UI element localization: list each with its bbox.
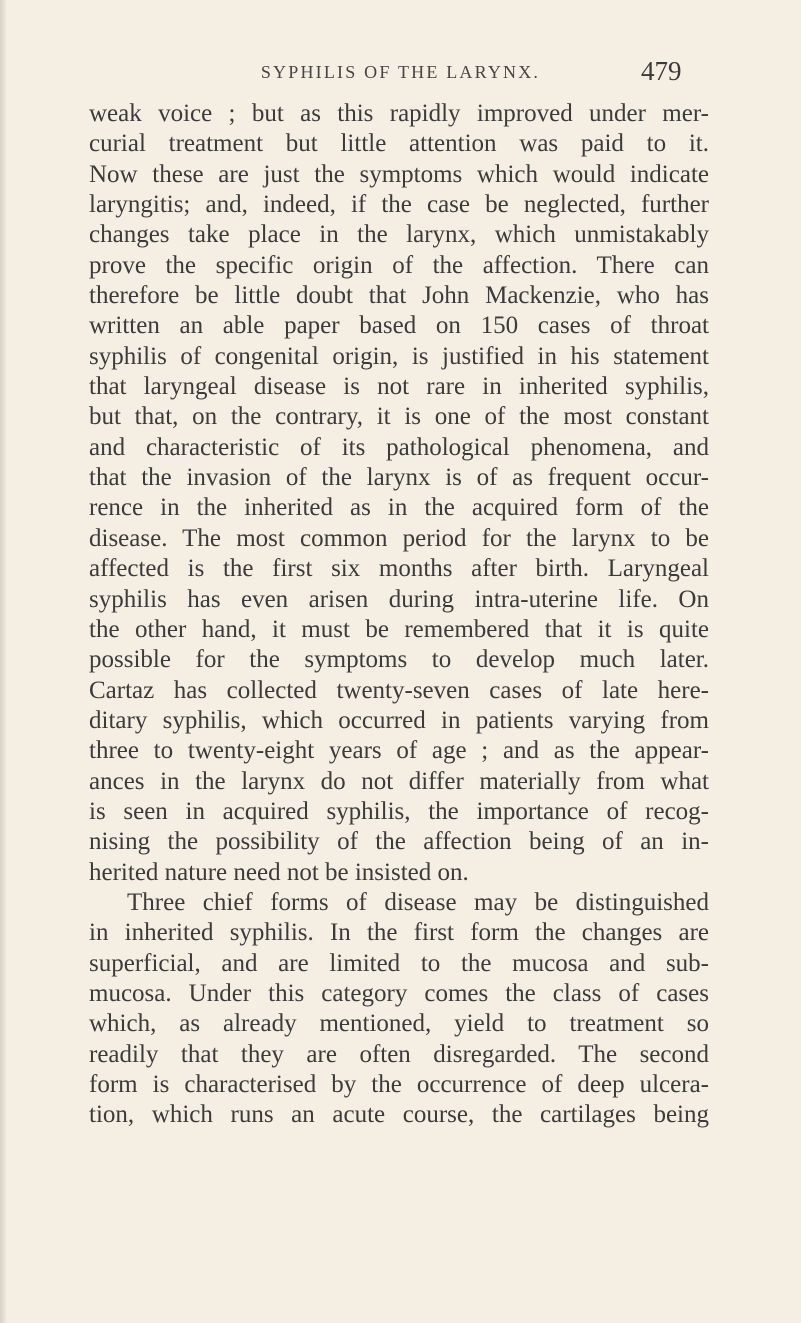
text-line: syphilis of congenital origin, is justified in his statement bbox=[89, 342, 709, 370]
text-line: disease. The most common period for the larynx to be bbox=[89, 524, 709, 552]
text-line: that laryngeal disease is not rare in inherited syphilis, bbox=[89, 373, 709, 401]
page-header bbox=[0, 56, 801, 92]
page-number: 479 bbox=[641, 56, 682, 86]
text-line: mucosa. Under this category comes the class of cases bbox=[89, 979, 709, 1007]
text-line: is seen in acquired syphilis, the importance of recog- bbox=[89, 797, 709, 825]
text-line: Now these are just the symptoms which would indicate bbox=[89, 160, 709, 188]
text-line: tion, which runs an acute course, the cartilages being bbox=[89, 1101, 709, 1129]
text-line: readily that they are often disregarded. The second bbox=[89, 1040, 709, 1068]
text-line: form is characterised by the occurrence of deep ulcera- bbox=[89, 1071, 709, 1098]
paragraph-2 bbox=[89, 888, 709, 1131]
text-line: and characteristic of its pathological phenomena, and bbox=[89, 433, 709, 461]
running-head: SYPHILIS OF THE LARYNX. bbox=[260, 62, 541, 82]
paragraph-1 bbox=[89, 99, 709, 888]
text-line: changes take place in the larynx, which unmistakably bbox=[89, 221, 709, 249]
text-line: the other hand, it must be remembered that it is quite bbox=[89, 615, 709, 643]
text-line: weak voice ; but as this rapidly improved under mer- bbox=[89, 100, 709, 127]
text-line: nising the possibility of the affection being of an in- bbox=[89, 828, 709, 856]
text-line: rence in the inherited as in the acquired form of the bbox=[89, 494, 709, 522]
text-line: three to twenty-eight years of age ; and as the appear- bbox=[89, 737, 709, 765]
text-line: ditary syphilis, which occurred in patients varying from bbox=[89, 706, 709, 734]
text-line: curial treatment but little attention was paid to it. bbox=[89, 130, 709, 158]
text-line: Three chief forms of disease may be distinguished bbox=[127, 888, 709, 916]
text-line: that the invasion of the larynx is of as frequent occur- bbox=[89, 464, 709, 492]
text-line: written an able paper based on 150 cases of throat bbox=[89, 312, 709, 340]
text-line: but that, on the contrary, it is one of the most constant bbox=[89, 403, 709, 431]
text-line: laryngitis; and, indeed, if the case be neglected, further bbox=[89, 191, 709, 219]
text-line: possible for the symptoms to develop much later. bbox=[89, 646, 709, 674]
text-line: in inherited syphilis. In the first form the changes are bbox=[89, 919, 709, 947]
text-line: therefore be little doubt that John Mackenzie, who has bbox=[89, 282, 709, 310]
text-line: affected is the first six months after birth. Laryngeal bbox=[89, 555, 709, 583]
text-line: ances in the larynx do not differ materially from what bbox=[89, 767, 709, 795]
text-line: Cartaz has collected twenty-seven cases of late here- bbox=[89, 676, 709, 704]
text-line: prove the specific origin of the affection. There can bbox=[89, 251, 709, 279]
text-line: which, as already mentioned, yield to treatment so bbox=[89, 1010, 709, 1038]
page-edge bbox=[0, 0, 6, 1323]
text-line: superficial, and are limited to the mucosa and sub- bbox=[89, 949, 709, 977]
body-text bbox=[89, 99, 709, 1131]
text-line: herited nature need not be insisted on. bbox=[89, 858, 469, 886]
text-line: syphilis has even arisen during intra-uterine life. On bbox=[89, 585, 709, 613]
